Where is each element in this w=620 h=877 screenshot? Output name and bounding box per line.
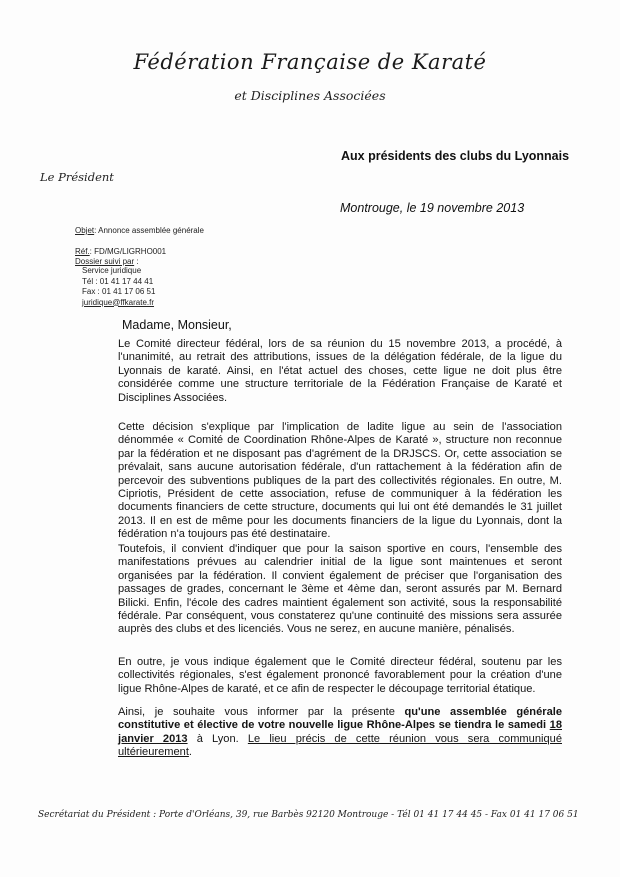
- letterhead-org-name: Fédération Française de Karaté: [133, 50, 487, 74]
- paragraph-3: Toutefois, il convient d'indiquer que pour la saison sportive en cours, l'ensemble des manifestations prévues au calendrier initial de la ligue sont maintenues et seront organisées par la fédération. Il convient également de préciser que l'organisation des passages de grades, concernant le 3ème et 4ème dan, seront assurés par M. Bernard Bilicki. Enfin, l'école des cadres maintient également son activité, sous la responsabilité fédérale. Par conséquent, vous constaterez qu'une continuité des missions sera assurée auprès des clubs et des licenciés. Vous ne serez, en aucune manière, pénalisés.: [118, 543, 562, 636]
- paragraph-2: Cette décision s'explique par l'implication de ladite ligue au sein de l'association dénommée « Comité de Coordination Rhône-Alpes de Karaté », structure non reconnue par la fédération et ne disposant pas d'agrément de la DRJSCS. Or, cette association se prévalait, sans aucune autorisation fédérale, d'un rattachement à la fédération afin de percevoir des subventions publiques de la part des collectivités régionales. En outre, M. Cipriotis, Président de cette association, refuse de communiquer à la fédération les documents financiers de cette structure, documents qui lui ont été demandés le 31 juillet 2013. Il en est de même pour les documents financiers de la ligue du Lyonnais, dont la fédération n'a toujours pas été destinataire.: [118, 421, 562, 541]
- paragraph-5-notice: Le lieu précis de cette réunion vous sera communiqué ultérieurement: [118, 732, 562, 759]
- greeting: Madame, Monsieur,: [122, 318, 232, 332]
- footer-address: Secrétariat du Président : Porte d'Orléans, 39, rue Barbès 92120 Montrouge - Tél 01 41 17 44 45 - Fax 01 41 17 06 51: [38, 810, 579, 820]
- paragraph-5-location: à Lyon.: [187, 732, 248, 745]
- contact-tel: Tél : 01 41 17 44 41: [82, 276, 154, 286]
- contact-block: [82, 266, 155, 308]
- subject-value: : Annonce assemblée générale: [94, 226, 204, 235]
- paragraph-5-intro: Ainsi, je souhaite vous informer par la présente: [118, 706, 405, 718]
- contact-fax: Fax : 01 41 17 06 51: [82, 287, 156, 296]
- dossier-suffix: :: [134, 257, 139, 266]
- contact-email[interactable]: juridique@ffkarate.fr: [82, 297, 155, 307]
- subject-label: Objet: [75, 226, 95, 235]
- reference-line: [75, 247, 166, 258]
- dossier-label: Dossier suivi par: [75, 257, 135, 266]
- place-date: Montrouge, le 19 novembre 2013: [340, 201, 525, 215]
- paragraph-5: [118, 706, 562, 760]
- paragraph-5-end: .: [188, 746, 193, 759]
- letterhead-org-subtitle: et Disciplines Associées: [234, 88, 386, 103]
- addressee: Aux présidents des clubs du Lyonnais: [341, 149, 570, 163]
- paragraph-5-announcement: qu'une assemblée générale constitutive et élective de votre nouvelle ligue Rhône-Alpes se tiendra le samedi: [118, 706, 562, 732]
- paragraph-5-date: 18 janvier 2013: [118, 719, 562, 745]
- paragraph-4: En outre, je vous indique également que le Comité directeur fédéral, soutenu par les collectivités régionales, s'est également prononcé favorablement pour la création d'une ligue Rhône-Alpes de karaté, et ce afin de respecter le découpage territorial étatique.: [118, 656, 562, 695]
- service-name: Service juridique: [82, 266, 142, 275]
- sender-label: Le Président: [40, 170, 114, 184]
- paragraph-1: Le Comité directeur fédéral, lors de sa réunion du 15 novembre 2013, a procédé, à l'unanimité, au retrait des attributions, issues de la délégation fédérale, de la ligue du Lyonnais de karaté. Ainsi, en l'état actuel des choses, cette ligue ne doit plus être considérée comme une structure territoriale de la Fédération Française de Karaté et Disciplines Associées.: [118, 338, 562, 404]
- subject-line: [75, 226, 204, 237]
- reference-value: : FD/MG/LIGRHO001: [89, 247, 167, 256]
- reference-label: Réf.: [75, 247, 90, 256]
